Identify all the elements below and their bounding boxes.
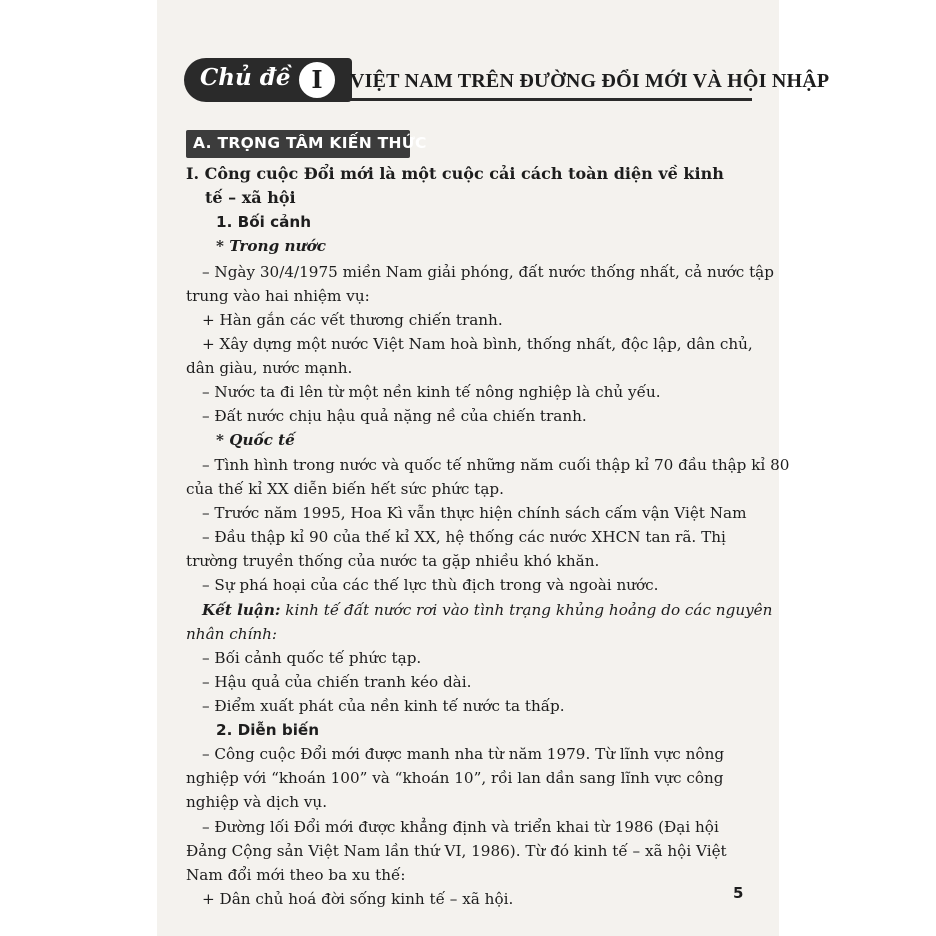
conclusion-text: kinh tế đất nước rơi vào tình trạng khủng hoảng do các nguyên [285,601,773,619]
development-p2-line1: – Đường lối Đổi mới được khẳng định và triển khai từ 1986 (Đại hội [202,818,719,836]
label-domestic: * Trong nước [216,237,326,255]
domestic-p3-line2: dân giàu, nước mạnh. [186,359,353,377]
domestic-p5: – Đất nước chịu hậu quả nặng nề của chiến tranh. [202,407,587,425]
conclusion-label: Kết luận: [202,601,281,619]
conclusion-item-2: – Hậu quả của chiến tranh kéo dài. [202,673,472,691]
domestic-p2: + Hàn gắn các vết thương chiến tranh. [202,311,503,329]
chapter-title: VIỆT NAM TRÊN ĐƯỜNG ĐỔI MỚI VÀ HỘI NHẬP [350,70,830,92]
section-a-title: A. TRỌNG TÂM KIẾN THỨC [193,134,427,152]
international-p3-line1: – Đầu thập kỉ 90 của thế kỉ XX, hệ thống các nước XHCN tan rã. Thị [202,528,726,546]
chapter-label: Chủ đề [200,64,291,91]
chapter-header [184,58,830,102]
development-p1-line3: nghiệp và dịch vụ. [186,793,328,811]
domestic-p1-line2: trung vào hai nhiệm vụ: [186,287,370,305]
international-p4: – Sự phá hoại của các thế lực thù địch trong và ngoài nước. [202,576,659,594]
page-number: 5 [733,884,744,902]
development-p2-line3: Nam đổi mới theo ba xu thế: [186,866,406,884]
section-a-banner [186,130,427,158]
conclusion-line1 [202,600,772,620]
conclusion-item-1: – Bối cảnh quốc tế phức tạp. [202,649,422,667]
chapter-title-underline [350,98,752,101]
international-p3-line2: trường truyền thống của nước ta gặp nhiều khó khăn. [186,552,600,570]
conclusion-line2: nhân chính: [186,625,278,643]
domestic-p3-line1: + Xây dựng một nước Việt Nam hoà bình, thống nhất, độc lập, dân chủ, [202,335,753,353]
subheading-context: 1. Bối cảnh [216,213,312,231]
international-p1-line2: của thế kỉ XX diễn biến hết sức phức tạp. [186,480,504,498]
heading-1-line2: tế – xã hội [205,188,296,207]
heading-1-line1: I. Công cuộc Đổi mới là một cuộc cải cách toàn diện về kinh [186,164,724,183]
domestic-p4: – Nước ta đi lên từ một nền kinh tế nông nghiệp là chủ yếu. [202,383,661,401]
book-page [157,0,830,936]
conclusion-item-3: – Điểm xuất phát của nền kinh tế nước ta thấp. [202,697,565,715]
development-p1-line2: nghiệp với “khoán 100” và “khoán 10”, rồi lan dần sang lĩnh vực công [186,769,724,787]
international-p1-line1: – Tình hình trong nước và quốc tế những năm cuối thập kỉ 70 đầu thập kỉ 80 [202,456,790,474]
domestic-p1-line1: – Ngày 30/4/1975 miền Nam giải phóng, đất nước thống nhất, cả nước tập [202,263,774,281]
chapter-numeral: I [297,60,337,100]
label-international: * Quốc tế [216,431,295,449]
development-p3: + Dân chủ hoá đời sống kinh tế – xã hội. [202,890,514,908]
international-p2: – Trước năm 1995, Hoa Kì vẫn thực hiện chính sách cấm vận Việt Nam [202,504,747,522]
development-p1-line1: – Công cuộc Đổi mới được manh nha từ năm 1979. Từ lĩnh vực nông [202,745,725,763]
subheading-development: 2. Diễn biến [216,721,320,739]
development-p2-line2: Đảng Cộng sản Việt Nam lần thứ VI, 1986). Từ đó kinh tế – xã hội Việt [186,842,727,860]
